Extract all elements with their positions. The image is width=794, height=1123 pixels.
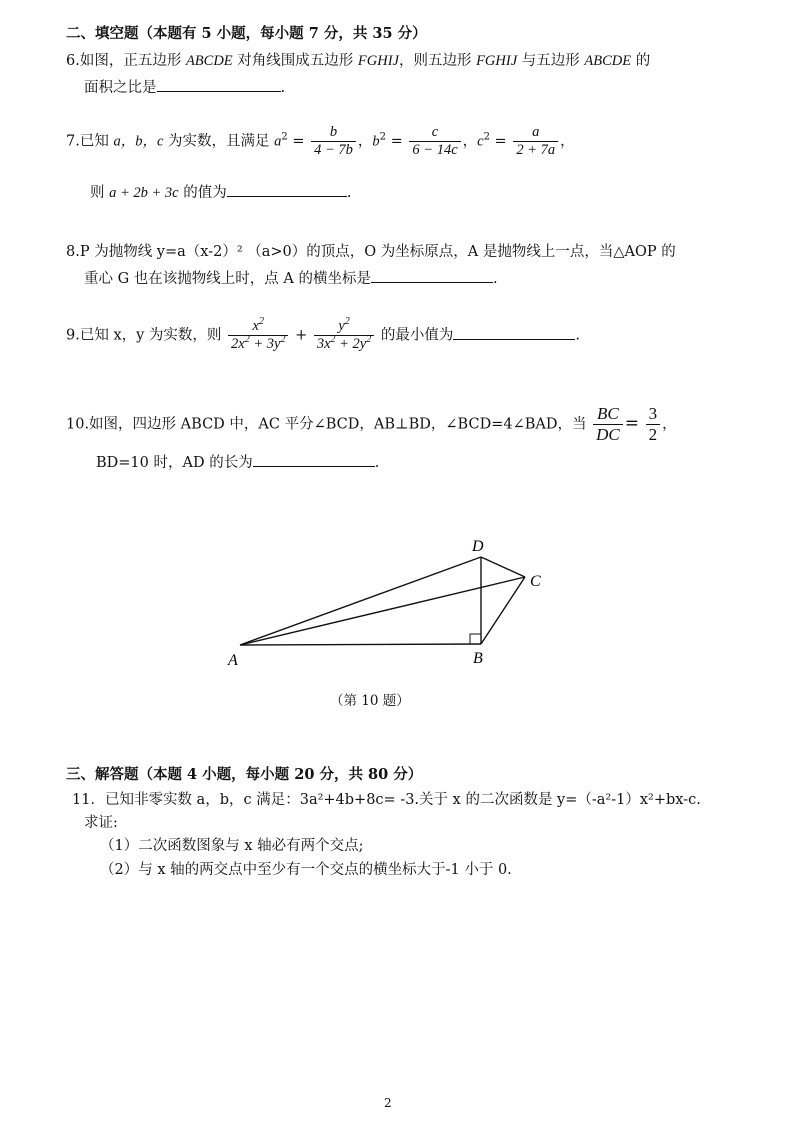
label-d: D <box>472 538 484 555</box>
q10-comma: ， <box>662 416 677 433</box>
q10-text: 10.如图，四边形 ABCD 中，AC 平分∠BCD，AB⊥BD，∠BCD=4∠BAD，当 <box>66 416 587 433</box>
q7-text: 7.已知 <box>66 133 114 150</box>
q6-pentagon-abcde: ABCDE <box>185 53 233 69</box>
q9-frac2-den: $3x^2 + 2y^2$ <box>314 335 374 353</box>
q10-figure-caption: （第 10 题） <box>330 693 410 709</box>
q6-pentagon-abcde: ABCDE <box>584 53 632 69</box>
q6-text: 6.如图，正五边形 <box>66 53 186 69</box>
question-11-item-2: （2）与 x 轴的两交点中至少有一个交点的横坐标大于-1 小于 0. <box>100 862 512 878</box>
q9-text: 的最小值为 <box>376 327 454 344</box>
q7-eq2-lhs: b <box>372 133 380 150</box>
q9-text: 9.已知 x，y 为实数，则 <box>66 327 227 344</box>
q7-frac1-den: 4 − 7b <box>311 141 356 159</box>
question-8-line-1: 8.P 为抛物线 y=a（x-2）² （a>0）的顶点，O 为坐标原点，A 是抛物线上一点，当△AOP 的 <box>66 244 676 260</box>
segment-ac <box>240 577 525 645</box>
label-c: C <box>530 573 541 590</box>
q9-frac1-num-var: x <box>252 318 259 334</box>
q9-period: . <box>575 327 580 344</box>
segment-ad <box>240 557 481 645</box>
q10-equals: = <box>624 413 639 434</box>
q9-frac2-num-var: y <box>338 318 345 334</box>
right-angle-mark <box>470 634 481 644</box>
q8-text: 重心 G 也在该抛物线上时，点 A 的横坐标是 <box>84 271 371 287</box>
q7-text: 为实数，且满足 <box>163 133 275 150</box>
section-2-title: 二、填空题（本题有 5 小题，每小题 7 分，共 35 分） <box>66 25 427 42</box>
q7-eq3-lhs: c <box>477 133 484 150</box>
question-7-line-1: 7.已知 a，b，c 为实数，且满足 $a^2$ = $\frac{b}{4 - 7b}$ ，$b^2$ = $\frac{c}{6 - 14c}$ ，$c^2$ = $\frac{a}{2 + 7a}$ ， <box>66 124 575 158</box>
q6-text: 对角线围成五边形 <box>232 53 358 69</box>
q9-frac1-den-a: 2x <box>231 335 245 352</box>
q10-ratio-num: BC <box>597 404 619 423</box>
q6-pentagon-fghij: FGHIJ <box>476 53 518 69</box>
q7-frac2-num: c <box>431 124 439 140</box>
q9-frac2-num: $y^2$ <box>338 316 350 334</box>
q9-frac1-num: $x^2$ <box>252 316 264 334</box>
page-number: 2 <box>384 1096 392 1110</box>
q7-text: 的值为 <box>178 185 227 201</box>
segment-ab <box>240 644 481 645</box>
q9-frac2-den-b: + 2y <box>335 335 367 352</box>
q9-plus: + <box>295 327 308 344</box>
segment-bc <box>481 577 525 644</box>
q6-text: 面积之比是 <box>84 80 157 96</box>
q10-period: . <box>374 455 380 471</box>
q10-value-den: 2 <box>646 424 661 445</box>
q7-frac3-den: 2 + 7a <box>513 141 558 159</box>
q7-vars: a，b，c <box>113 133 164 150</box>
label-b: B <box>473 650 483 667</box>
q10-ratio-den: DC <box>593 424 623 445</box>
q7-period: . <box>346 185 352 201</box>
q9-frac1-den-b: + 3y <box>249 335 281 352</box>
q6-period: . <box>280 80 286 96</box>
question-11-line-2: 求证: <box>84 815 118 831</box>
q7-frac2-den: 6 − 14c <box>409 141 460 159</box>
segment-dc <box>481 557 525 577</box>
q6-text: 与五边形 <box>517 53 585 69</box>
q10-value-num: 3 <box>648 404 658 423</box>
q7-text: 则 <box>90 185 110 201</box>
q7-eq1-lhs: a <box>274 133 282 150</box>
q7-frac3-num: a <box>532 124 540 140</box>
q9-frac1-den: $2x^2 + 3y^2$ <box>228 335 288 353</box>
question-11-item-1: （1）二次函数图象与 x 轴必有两个交点; <box>100 838 364 854</box>
q9-frac2-den-a: 3x <box>316 335 331 352</box>
q6-text: 的 <box>631 53 651 69</box>
q7-expression: a + 2b + 3c <box>109 185 179 201</box>
q6-text: ，则五边形 <box>398 53 477 69</box>
question-11-line-1: 11．已知非零实数 a，b，c 满足：3a²+4b+8c= -3.关于 x 的二次函数是 y=（-a²-1）x²+bx-c. <box>72 792 701 808</box>
q10-text: BD=10 时，AD 的长为 <box>96 455 253 471</box>
section-3-title: 三、解答题（本题 4 小题，每小题 20 分，共 80 分） <box>66 766 423 783</box>
q7-frac1-num: b <box>329 124 338 140</box>
label-a: A <box>228 652 238 669</box>
q8-period: . <box>493 271 498 287</box>
q6-pentagon-fghij: FGHIJ <box>357 53 399 69</box>
